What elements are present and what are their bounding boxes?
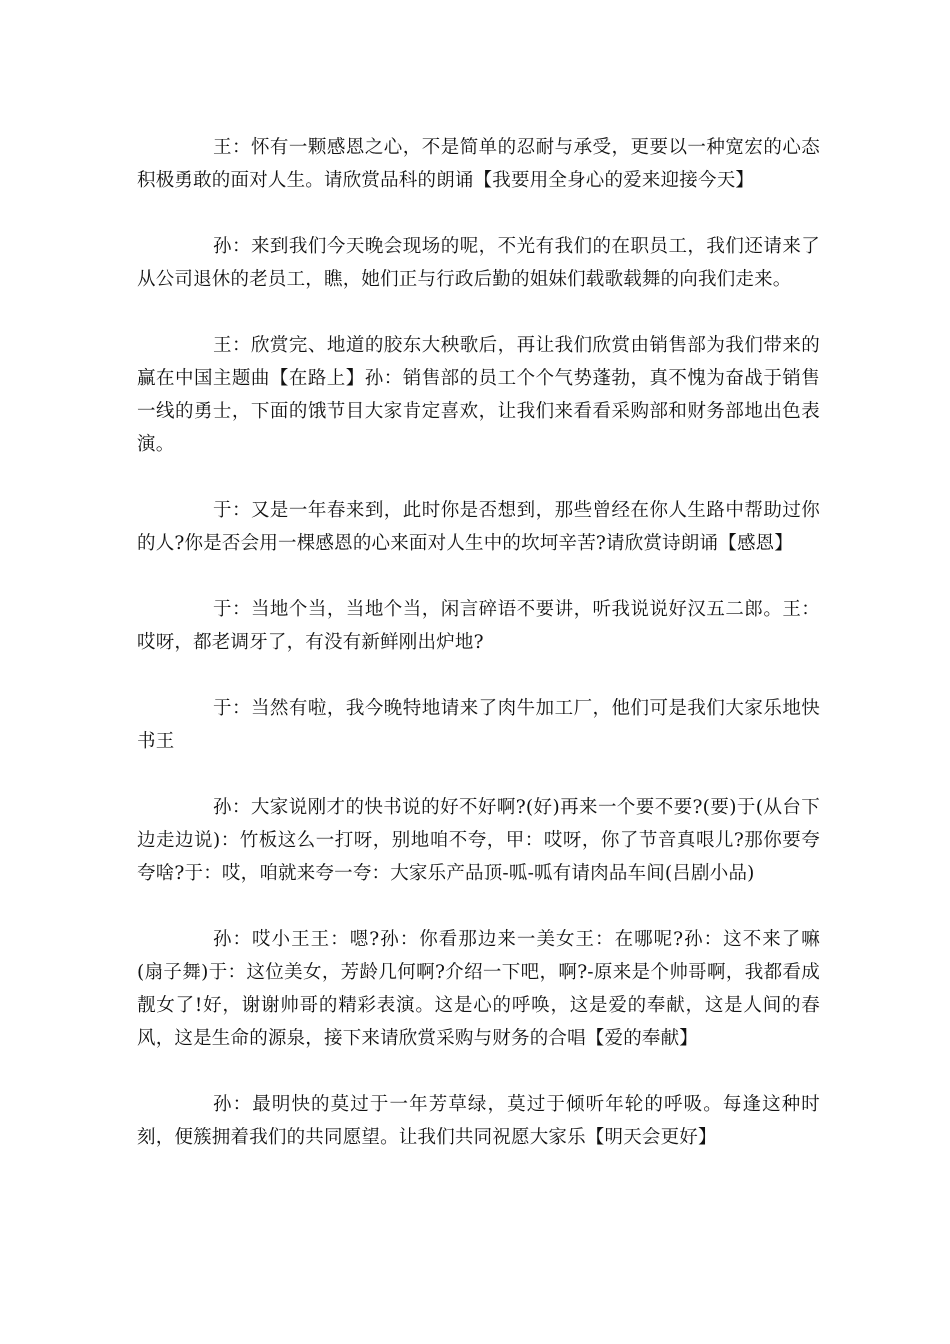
paragraph-6: 于：当然有啦，我今晚特地请来了肉牛加工厂，他们可是我们大家乐地快书王 (137, 698, 820, 752)
paragraph-5: 于：当地个当，当地个当，闲言碎语不要讲，听我说说好汉五二郎。王：哎呀，都老调牙了，有没有新鲜刚出炉地? (137, 599, 820, 653)
paragraph-3: 王：欣赏完、地道的胶东大秧歌后，再让我们欣赏由销售部为我们带来的赢在中国主题曲【在路上】孙：销售部的员工个个气势蓬勃，真不愧为奋战于销售一线的勇士，下面的饿节目大家肯定喜欢，让我们来看看采购部和财务部地出色表演。 (137, 335, 820, 455)
paragraph-4: 于：又是一年春来到，此时你是否想到，那些曾经在你人生路中帮助过你的人?你是否会用一棵感恩的心来面对人生中的坎坷辛苦?请欣赏诗朗诵【感恩】 (137, 500, 820, 554)
paragraph-7: 孙：大家说刚才的快书说的好不好啊?(好)再来一个要不要?(要)于(从台下边走边说)：竹板这么一打呀，别地咱不夸，甲：哎呀，你了节音真哏儿?那你要夸夸啥?于：哎，咱就来夸一夸：大家乐产品顶-呱-呱有请肉品车间(吕剧小品) (137, 797, 820, 884)
paragraph-8: 孙：哎小王王：嗯?孙：你看那边来一美女王：在哪呢?孙：这不来了嘛(扇子舞)于：这位美女，芳龄几何啊?介绍一下吧，啊?-原来是个帅哥啊，我都看成靓女了!好，谢谢帅哥的精彩表演。这是心的呼唤，这是爱的奉献，这是人间的春风，这是生命的源泉，接下来请欣赏采购与财务的合唱【爱的奉献】 (137, 929, 820, 1049)
document-body (137, 131, 820, 1187)
paragraph-2: 孙：来到我们今天晚会现场的呢，不光有我们的在职员工，我们还请来了从公司退休的老员工，瞧，她们正与行政后勤的姐妹们载歌载舞的向我们走来。 (137, 236, 820, 290)
paragraph-1: 王：怀有一颗感恩之心，不是简单的忍耐与承受，更要以一种宽宏的心态积极勇敢的面对人生。请欣赏品科的朗诵【我要用全身心的爱来迎接今天】 (137, 137, 820, 191)
paragraph-9: 孙：最明快的莫过于一年芳草绿，莫过于倾听年轮的呼吸。每逢这种时刻，便簇拥着我们的共同愿望。让我们共同祝愿大家乐【明天会更好】 (137, 1094, 820, 1148)
